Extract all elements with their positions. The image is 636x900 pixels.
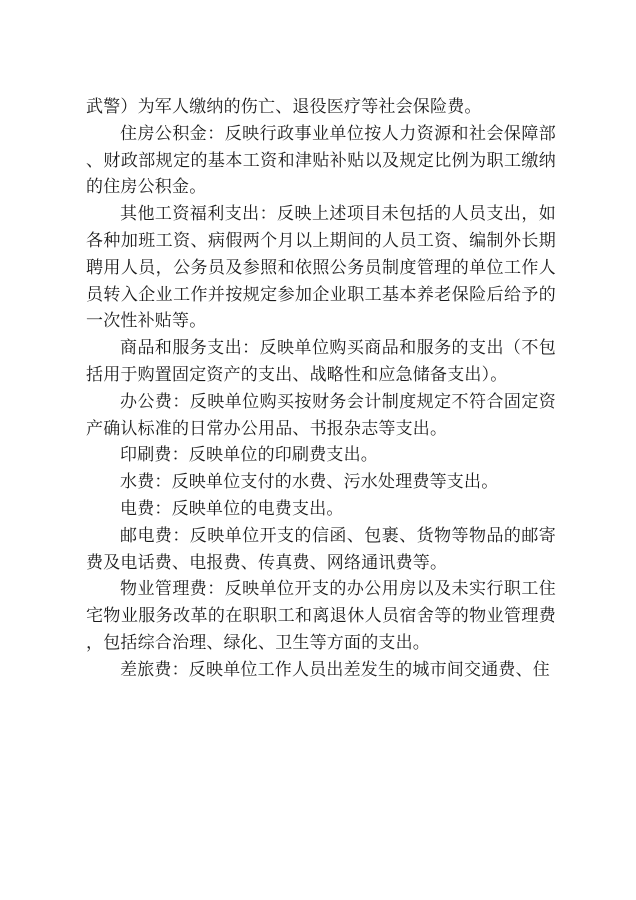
paragraph-housing-fund: 住房公积金：反映行政事业单位按人力资源和社会保障部、财政部规定的基本工资和津贴补贴以及规定比例为职工缴纳的住房公积金。: [86, 123, 556, 198]
paragraph-continuation: 武警）为军人缴纳的伤亡、退役医疗等社会保险费。: [86, 97, 482, 117]
paragraph-water: 水费：反映单位支付的水费、污水处理费等支出。: [120, 472, 499, 493]
paragraph-postal: 邮电费：反映单位开支的信函、包裹、货物等物品的邮寄费及电话费、电报费、传真费、网络通讯费等。: [86, 525, 556, 573]
paragraph-printing: 印刷费：反映单位的印刷费支出。: [120, 445, 378, 466]
paragraph-property-management: 物业管理费：反映单位开支的办公用房以及未实行职工住宅物业服务改革的在职职工和离退休人员宿舍等的物业管理费，包括综合治理、绿化、卫生等方面的支出。: [86, 579, 556, 653]
paragraph-electricity: 电费：反映单位的电费支出。: [120, 498, 344, 519]
paragraph-travel: 差旅费：反映单位工作人员出差发生的城市间交通费、住: [120, 659, 550, 680]
paragraph-other-welfare: 其他工资福利支出：反映上述项目未包括的人员支出，如各种加班工资、病假两个月以上期间的人员工资、编制外长期聘用人员，公务员及参照和依照公务员制度管理的单位工作人员转入企业工作并按规定参加企业职工基本养老保险后给予的一次性补贴等。: [86, 204, 556, 332]
document-body: [86, 94, 556, 684]
paragraph-goods-services: 商品和服务支出：反映单位购买商品和服务的支出（不包括用于购置固定资产的支出、战略性和应急储备支出）。: [86, 338, 556, 385]
paragraph-office-expense: 办公费：反映单位购买按财务会计制度规定不符合固定资产确认标准的日常办公用品、书报杂志等支出。: [86, 391, 556, 439]
